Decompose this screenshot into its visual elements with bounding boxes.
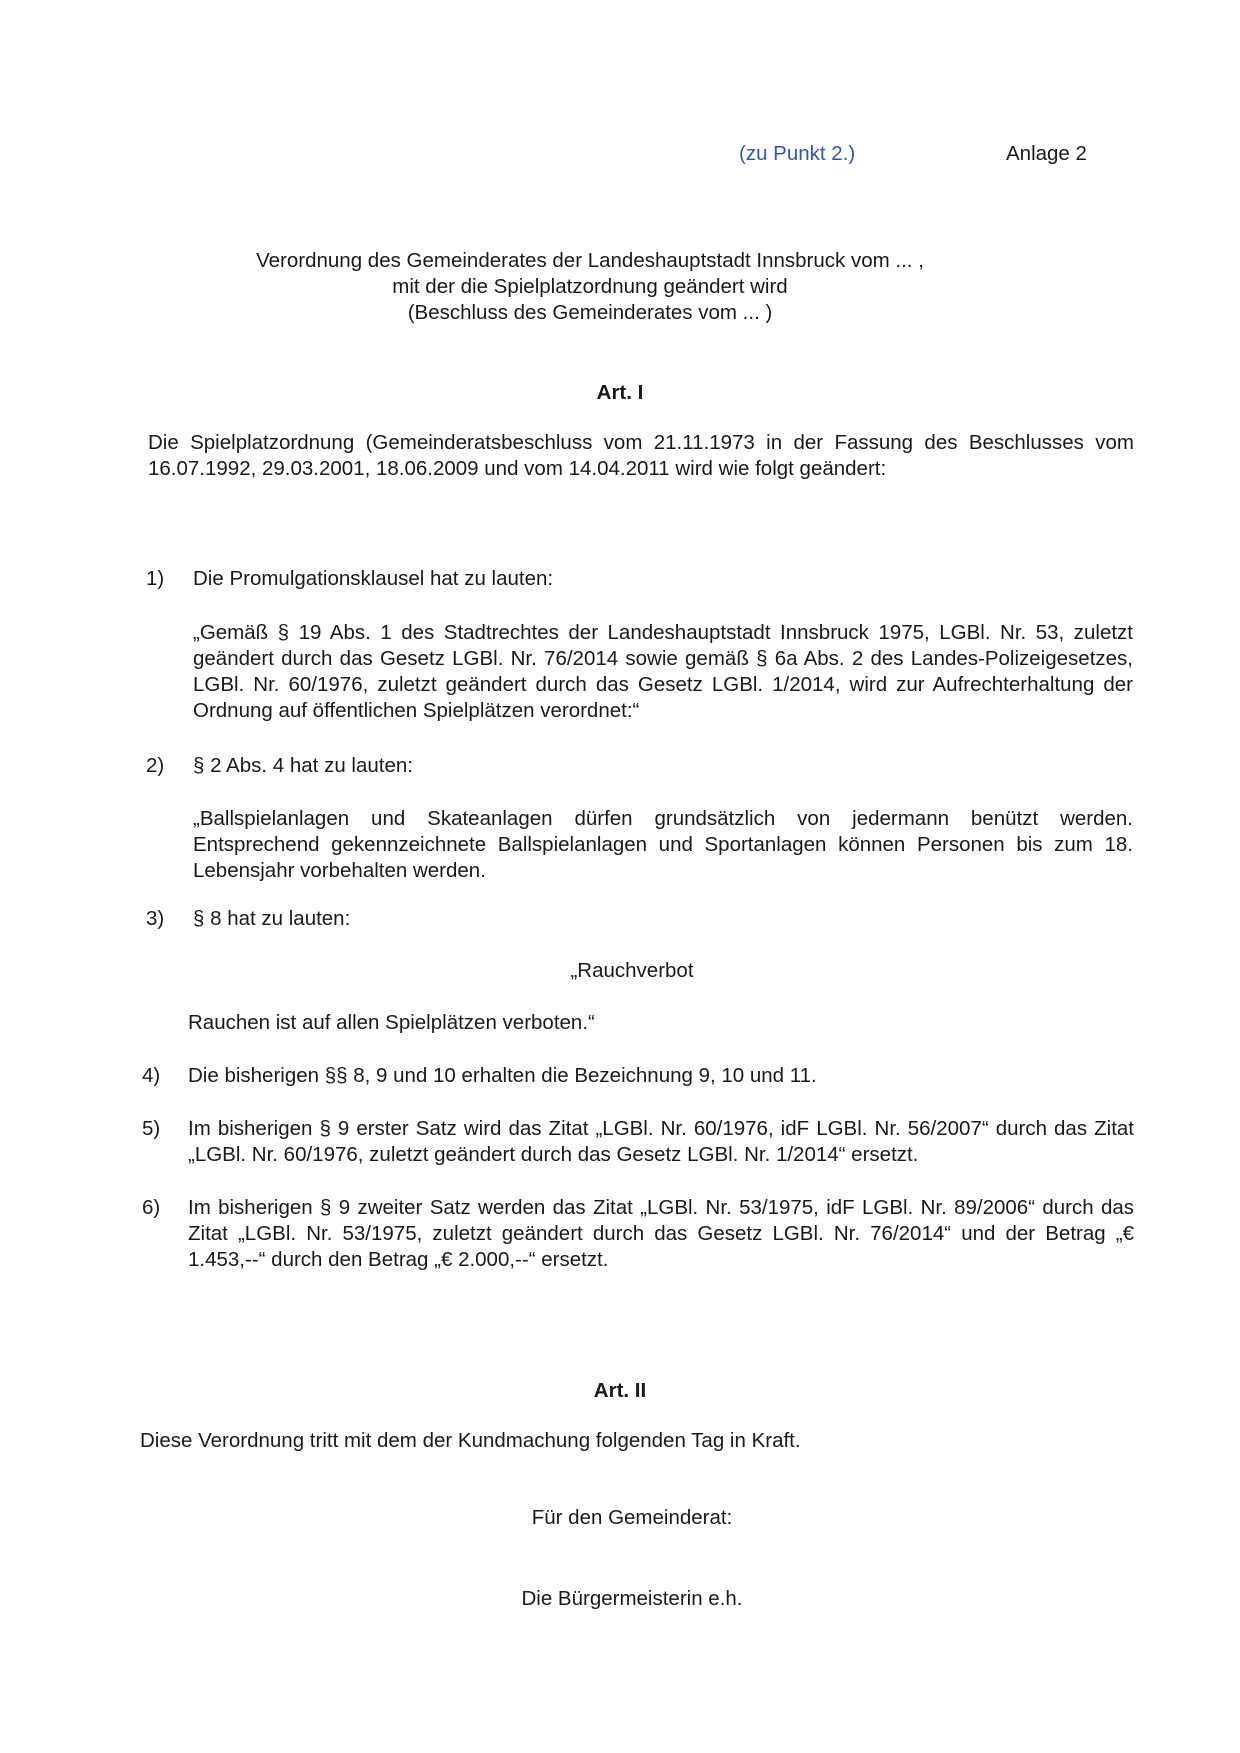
reference-note: (zu Punkt 2.) — [739, 142, 856, 165]
item-2-text: § 2 Abs. 4 hat zu lauten: — [193, 754, 413, 777]
item-4-text: Die bisherigen §§ 8, 9 und 10 erhalten die Bezeichnung 9, 10 und 11. — [188, 1064, 817, 1087]
title-line-3: (Beschluss des Gemeinderates vom ... ) — [407, 301, 773, 324]
title-line-2: mit der die Spielplatzordnung geändert wird — [392, 275, 788, 298]
title-line-1: Verordnung des Gemeinderates der Landeshauptstadt Innsbruck vom ... , — [256, 249, 924, 272]
item-3-quote-heading: „Rauchverbot — [570, 959, 694, 982]
item-5-text: Im bisherigen § 9 erster Satz wird das Zitat „LGBl. Nr. 60/1976, idF LGBl. Nr. 56/2007“ durch das Zitat „LGBl. Nr. 60/1976, zuletzt geändert durch das Gesetz LGBl. Nr. 1/2014“ ersetzt. — [188, 1117, 1134, 1166]
item-6-text: Im bisherigen § 9 zweiter Satz werden das Zitat „LGBl. Nr. 53/1975, idF LGBl. Nr. 89/2006“ durch das Zitat „LGBl. Nr. 53/1975, zuletzt geändert durch das Gesetz LGBl. Nr. 76/2014“ und der Betrag „€ 1.453,--“ durch den Betrag „€ 2.000,--“ ersetzt. — [188, 1196, 1134, 1271]
item-5-number: 5) — [142, 1117, 161, 1140]
article-2-text: Diese Verordnung tritt mit dem der Kundmachung folgenden Tag in Kraft. — [140, 1429, 801, 1452]
item-2-number: 2) — [146, 754, 165, 777]
item-1-quote: „Gemäß § 19 Abs. 1 des Stadtrechtes der Landeshauptstadt Innsbruck 1975, LGBl. Nr. 53, zuletzt geändert durch das Gesetz LGBl. Nr. 76/2014 sowie gemäß § 6a Abs. 2 des Landes-Polizeigesetzes, LGBl. Nr. 60/1976, zuletzt geändert durch das Gesetz LGBl. 1/2014, wird zur Aufrechterhaltung der Ordnung auf öffentlichen Spielplätzen verordnet:“ — [193, 621, 1133, 722]
attachment-label: Anlage 2 — [1006, 142, 1087, 165]
signature-signatory: Die Bürgermeisterin e.h. — [521, 1587, 743, 1610]
item-3-text: § 8 hat zu lauten: — [193, 907, 351, 930]
article-1-intro: Die Spielplatzordnung (Gemeinderatsbeschluss vom 21.11.1973 in der Fassung des Beschlusses vom 16.07.1992, 29.03.2001, 18.06.2009 und vom 14.04.2011 wird wie folgt geändert: — [148, 431, 1134, 480]
item-3-quote: Rauchen ist auf allen Spielplätzen verboten.“ — [188, 1011, 595, 1034]
item-1-number: 1) — [146, 567, 165, 590]
document-title — [200, 248, 980, 326]
item-3-number: 3) — [146, 907, 165, 930]
article-1-heading: Art. I — [596, 381, 644, 404]
signature-for-council: Für den Gemeinderat: — [531, 1506, 733, 1529]
item-2-quote: „Ballspielanlagen und Skateanlagen dürfen grundsätzlich von jedermann benützt werden. Entsprechend gekennzeichnete Ballspielanlagen und Sportanlagen können Personen bis zum 18. Lebensjahr vorbehalten werden. — [193, 807, 1133, 882]
item-1-text: Die Promulgationsklausel hat zu lauten: — [193, 567, 554, 590]
article-2-heading: Art. II — [593, 1379, 647, 1402]
item-4-number: 4) — [142, 1064, 161, 1087]
item-6-number: 6) — [142, 1196, 161, 1219]
